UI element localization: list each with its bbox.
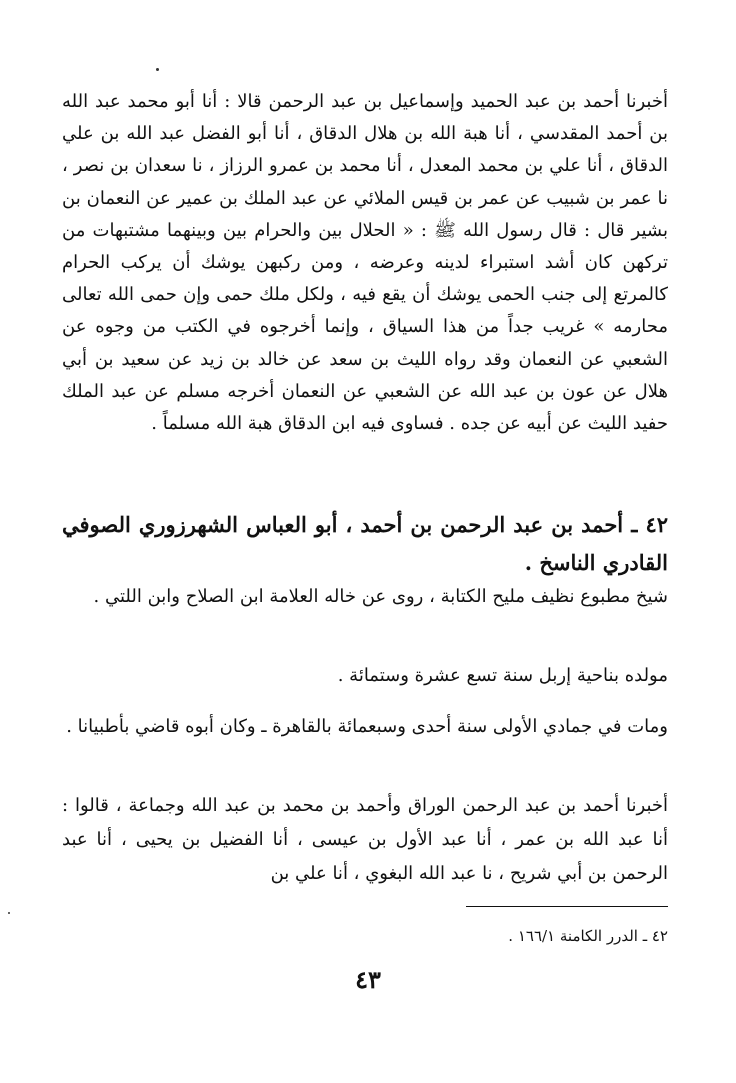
birth-paragraph: مولده بناحية إربل سنة تسع عشرة وستمائة .: [337, 665, 668, 686]
biography-description: شيخ مطبوع نظيف مليح الكتابة ، روى عن خاله العلامة ابن الصلاح وابن اللتي .: [93, 586, 668, 607]
footnote-divider: [466, 906, 668, 907]
footnote: ٤٢ ـ الدرر الكامنة ١٦٦/١ .: [508, 927, 668, 945]
print-speck: [156, 68, 159, 71]
page-number: ٤٣: [355, 965, 381, 994]
hadith-paragraph: أخبرنا أحمد بن عبد الحميد وإسماعيل بن عبد الرحمن قالا : أنا أبو محمد عبد الله بن أحمد المقدسي ، أنا هبة الله بن هلال الدقاق ، أنا أبو الفضل عبد الله بن علي الدقاق ، أنا علي بن محمد المعدل ، أنا محمد بن عمرو الرزاز ، نا سعدان بن نصر ، نا عمر بن شبيب عن عمر بن قيس الملائي عن عبد الملك بن عمير عن النعمان بن بشير قال : قال رسول الله ﷺ : « الحلال بين والحرام بين وبينهما مشتبهات من تركهن كان أشد استبراء لدينه وعرضه ، ومن ركبهن يوشك أن يركب الحرام كالمرتع إلى جنب الحمى يوشك أن يقع فيه ، ولكل ملك حمى وإن حمى الله تعالى محارمه » غريب جداً من هذا السياق ، وإنما أخرجوه في الكتب من وجوه عن الشعبي عن النعمان وقد رواه الليث بن سعد عن خالد بن زيد عن سعيد بن أبي هلال عن عون بن عبد الله عن الشعبي عن النعمان أخرجه مسلم عن عبد الملك حفيد الليث عن أبيه عن جده . فساوى فيه ابن الدقاق هبة الله مسلماً .: [62, 91, 668, 435]
print-speck: [8, 912, 10, 914]
narration-paragraph: أخبرنا أحمد بن عبد الرحمن الوراق وأحمد بن محمد بن عبد الله وجماعة ، قالوا : أنا عبد الله بن عمر ، أنا عبد الأول بن عيسى ، أنا الفضيل بن يحيى ، أنا عبد الرحمن بن أبي شريح ، نا عبد الله البغوي ، أنا علي بن: [62, 795, 668, 884]
death-paragraph: ومات في جمادي الأولى سنة أحدى وسبعمائة بالقاهرة ـ وكان أبوه قاضي بأطبيانا .: [66, 716, 668, 737]
biography-entry-heading: ٤٢ ـ أحمد بن عبد الرحمن بن أحمد ، أبو العباس الشهرزوري الصوفي القادري الناسخ .: [62, 512, 668, 575]
